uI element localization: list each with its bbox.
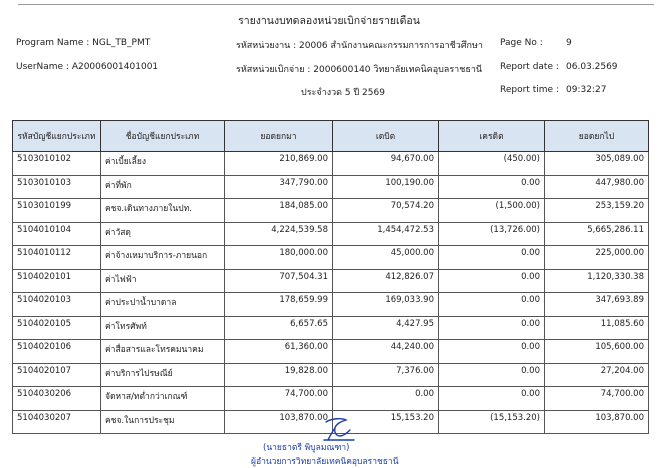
account-code: 5103010199 bbox=[13, 199, 101, 223]
account-code: 5104010112 bbox=[13, 246, 101, 270]
closing-balance: 11,085.60 bbox=[545, 316, 649, 340]
account-name: ค่าประปาน้ำบาดาล bbox=[101, 293, 225, 317]
account-code: 5104030206 bbox=[13, 387, 101, 411]
closing-balance: 347,693.89 bbox=[545, 293, 649, 317]
credit: (450.00) bbox=[439, 152, 545, 176]
opening-balance: 4,224,539.58 bbox=[225, 222, 333, 246]
account-code: 5104020101 bbox=[13, 269, 101, 293]
credit: 0.00 bbox=[439, 269, 545, 293]
username: UserName : A20006001401001 bbox=[16, 62, 159, 72]
page-number: 9 bbox=[566, 38, 572, 48]
account-code: 5104020103 bbox=[13, 293, 101, 317]
debit: 45,000.00 bbox=[333, 246, 439, 270]
account-name: คชจ.เดินทางภายในปท. bbox=[101, 199, 225, 223]
closing-balance: 103,870.00 bbox=[545, 410, 649, 434]
report-date-label: Report date : bbox=[500, 62, 559, 72]
debit: 100,190.00 bbox=[333, 175, 439, 199]
credit: 0.00 bbox=[439, 246, 545, 270]
trial-balance-table bbox=[12, 120, 649, 434]
table-row bbox=[13, 269, 649, 293]
opening-balance: 178,659.99 bbox=[225, 293, 333, 317]
signatory-position: ผู้อำนวยการวิทยาลัยเทคนิคอุบลราชธานี bbox=[251, 457, 399, 467]
table-row bbox=[13, 387, 649, 411]
table-row bbox=[13, 340, 649, 364]
account-code: 5104010104 bbox=[13, 222, 101, 246]
credit: (13,726.00) bbox=[439, 222, 545, 246]
closing-balance: 105,600.00 bbox=[545, 340, 649, 364]
debit: 7,376.00 bbox=[333, 363, 439, 387]
debit: 15,153.20 bbox=[333, 410, 439, 434]
opening-balance: 74,700.00 bbox=[225, 387, 333, 411]
table-row bbox=[13, 293, 649, 317]
debit: 0.00 bbox=[333, 387, 439, 411]
opening-balance: 103,870.00 bbox=[225, 410, 333, 434]
debit: 94,670.00 bbox=[333, 152, 439, 176]
closing-balance: 1,120,330.38 bbox=[545, 269, 649, 293]
account-name: ค่าบริการไปรษณีย์ bbox=[101, 363, 225, 387]
opening-balance: 347,790.00 bbox=[225, 175, 333, 199]
closing-balance: 27,204.00 bbox=[545, 363, 649, 387]
closing-balance: 305,089.00 bbox=[545, 152, 649, 176]
account-code: 5104020105 bbox=[13, 316, 101, 340]
account-code: 5104020106 bbox=[13, 340, 101, 364]
table-row bbox=[13, 199, 649, 223]
debit: 169,033.90 bbox=[333, 293, 439, 317]
account-name: ค่าเบี้ยเลี้ยง bbox=[101, 152, 225, 176]
table-row bbox=[13, 175, 649, 199]
credit: 0.00 bbox=[439, 293, 545, 317]
opening-balance: 184,085.00 bbox=[225, 199, 333, 223]
account-name: คชจ.ในการประชุม bbox=[101, 410, 225, 434]
debit: 70,574.20 bbox=[333, 199, 439, 223]
opening-balance: 210,869.00 bbox=[225, 152, 333, 176]
account-code: 5104030207 bbox=[13, 410, 101, 434]
table-row bbox=[13, 363, 649, 387]
agency-code: รหัสหน่วยงาน : 20006 สำนักงานคณะกรรมการการอาชีวศึกษา bbox=[236, 41, 483, 51]
closing-balance: 253,159.20 bbox=[545, 199, 649, 223]
report-title: รายงานงบทดลองหน่วยเบิกจ่ายรายเดือน bbox=[238, 15, 420, 27]
credit: 0.00 bbox=[439, 316, 545, 340]
program-name: Program Name : NGL_TB_PMT bbox=[16, 38, 151, 48]
opening-balance: 180,000.00 bbox=[225, 246, 333, 270]
account-name: จัดหาส/ทต่ำกว่าเกณฑ์ bbox=[101, 387, 225, 411]
credit: 0.00 bbox=[439, 175, 545, 199]
closing-balance: 5,665,286.11 bbox=[545, 222, 649, 246]
account-name: ค่าไฟฟ้า bbox=[101, 269, 225, 293]
table-row bbox=[13, 316, 649, 340]
report-time: 09:32:27 bbox=[566, 85, 607, 95]
debit: 4,427.95 bbox=[333, 316, 439, 340]
account-name: ค่าจ้างเหมาบริการ-ภายนอก bbox=[101, 246, 225, 270]
report-period: ประจำงวด 5 ปี 2569 bbox=[301, 88, 385, 98]
header-account-code: รหัสบัญชีแยกประเภท bbox=[13, 121, 101, 152]
credit: 0.00 bbox=[439, 363, 545, 387]
account-code: 5103010103 bbox=[13, 175, 101, 199]
closing-balance: 225,000.00 bbox=[545, 246, 649, 270]
account-name: ค่าวัสดุ bbox=[101, 222, 225, 246]
opening-balance: 19,828.00 bbox=[225, 363, 333, 387]
credit: (1,500.00) bbox=[439, 199, 545, 223]
account-code: 5103010102 bbox=[13, 152, 101, 176]
header-closing-balance: ยอดยกไป bbox=[545, 121, 649, 152]
debit: 412,826.07 bbox=[333, 269, 439, 293]
report-date: 06.03.2569 bbox=[566, 62, 618, 72]
table-row bbox=[13, 246, 649, 270]
report-time-label: Report time : bbox=[500, 85, 559, 95]
table-header-row bbox=[13, 121, 649, 152]
page-label: Page No : bbox=[500, 38, 543, 48]
header-opening-balance: ยอดยกมา bbox=[225, 121, 333, 152]
account-code: 5104020107 bbox=[13, 363, 101, 387]
credit: (15,153.20) bbox=[439, 410, 545, 434]
header-account-name: ชื่อบัญชีแยกประเภท bbox=[101, 121, 225, 152]
top-border-line bbox=[18, 4, 654, 5]
debit: 44,240.00 bbox=[333, 340, 439, 364]
table-row bbox=[13, 222, 649, 246]
closing-balance: 447,980.00 bbox=[545, 175, 649, 199]
debit: 1,454,472.53 bbox=[333, 222, 439, 246]
header-credit: เครดิต bbox=[439, 121, 545, 152]
account-name: ค่าโทรศัพท์ bbox=[101, 316, 225, 340]
disbursing-unit: รหัสหน่วยเบิกจ่าย : 2000600140 วิทยาลัยเทคนิคอุบลราชธานี bbox=[236, 65, 483, 75]
credit: 0.00 bbox=[439, 387, 545, 411]
opening-balance: 61,360.00 bbox=[225, 340, 333, 364]
credit: 0.00 bbox=[439, 340, 545, 364]
header-debit: เดบิต bbox=[333, 121, 439, 152]
account-name: ค่าที่พัก bbox=[101, 175, 225, 199]
signatory-name: (นายธาตรี พิบูลมณฑา) bbox=[263, 443, 350, 453]
opening-balance: 6,657.65 bbox=[225, 316, 333, 340]
opening-balance: 707,504.31 bbox=[225, 269, 333, 293]
account-name: ค่าสื่อสารและโทรคมนาคม bbox=[101, 340, 225, 364]
table-row bbox=[13, 152, 649, 176]
closing-balance: 74,700.00 bbox=[545, 387, 649, 411]
